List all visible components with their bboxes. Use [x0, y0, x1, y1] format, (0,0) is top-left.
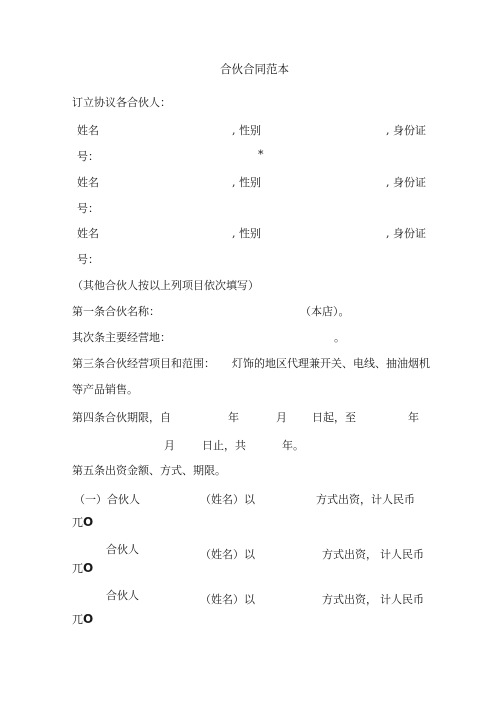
partner-name-label: 姓名	[77, 124, 99, 137]
article3-content: 灯饰的地区代理兼开关、电线、抽油烟机	[232, 357, 430, 370]
circle-mark: O	[83, 612, 94, 626]
contribution-prefix: 合伙人	[106, 589, 139, 602]
partner-id-label: , 身份证	[386, 176, 426, 189]
contribution-unit	[72, 562, 93, 574]
contribution-unit	[72, 516, 93, 528]
article4-day2: 日止，共	[202, 439, 246, 452]
contribution-method: 方式出资，	[322, 548, 377, 561]
article5-label: 第五条出资金额、方式、期限。	[72, 464, 226, 477]
contribution-unit	[72, 613, 93, 625]
contribution-name: （姓名）以	[200, 493, 255, 506]
contribution-method: 方式出资，计人民币	[316, 493, 415, 506]
contribution-prefix: （一）合伙人	[74, 493, 140, 506]
article4-month2: 月	[164, 439, 175, 452]
partner-name-label: 姓名	[77, 176, 99, 189]
partner-gender-label: , 性别	[232, 124, 261, 137]
partner-gender-label: , 性别	[232, 176, 261, 189]
partner-id-label: , 身份证	[386, 227, 426, 240]
partner-id-label-cont: 号：	[77, 150, 99, 163]
contribution-name: （姓名）以	[200, 593, 255, 606]
partner-id-label-cont: 号：	[77, 202, 99, 215]
article4-day1: 日起，至	[312, 411, 356, 424]
partner-id-label-cont: 号：	[77, 253, 99, 266]
circle-mark: O	[83, 515, 94, 529]
article3-label: 第三条合伙经营项目和范围：	[72, 357, 215, 370]
article4-years: 年。	[282, 439, 304, 452]
partner-name-label: 姓名	[77, 227, 99, 240]
article4-month1: 月	[276, 411, 287, 424]
article1-suffix: （本店）。	[300, 305, 350, 318]
article4-label: 第四条合伙期限，自	[72, 411, 171, 424]
article2-label: 其次条主要经营地：	[72, 331, 171, 344]
partner-gender-label: , 性别	[232, 227, 261, 240]
article3-content-cont: 等产品销售。	[72, 383, 138, 396]
contribution-prefix: 合伙人	[106, 543, 139, 556]
intro-text: 订立协议各合伙人：	[72, 96, 171, 109]
article2-suffix: 。	[334, 331, 345, 344]
asterisk-mark: *	[258, 148, 264, 161]
article1-label: 第一条合伙名称：	[72, 305, 160, 318]
article4-year2: 年	[408, 411, 419, 424]
contribution-amount: 计人民币	[380, 593, 424, 606]
other-partners-note: （其他合伙人按以上列项目依次填写）	[72, 279, 259, 292]
yuan-unit: 兀	[72, 562, 83, 575]
partner-id-label: , 身份证	[386, 124, 426, 137]
contribution-name: （姓名）以	[200, 548, 255, 561]
document-title: 合伙合同范本	[220, 62, 289, 76]
yuan-unit: 兀	[72, 613, 83, 626]
contribution-method: 方式出资，	[322, 593, 377, 606]
article4-year1: 年	[228, 411, 239, 424]
contribution-amount: 计人民币	[380, 548, 424, 561]
yuan-unit: 兀	[72, 516, 83, 529]
circle-mark: O	[83, 561, 94, 575]
